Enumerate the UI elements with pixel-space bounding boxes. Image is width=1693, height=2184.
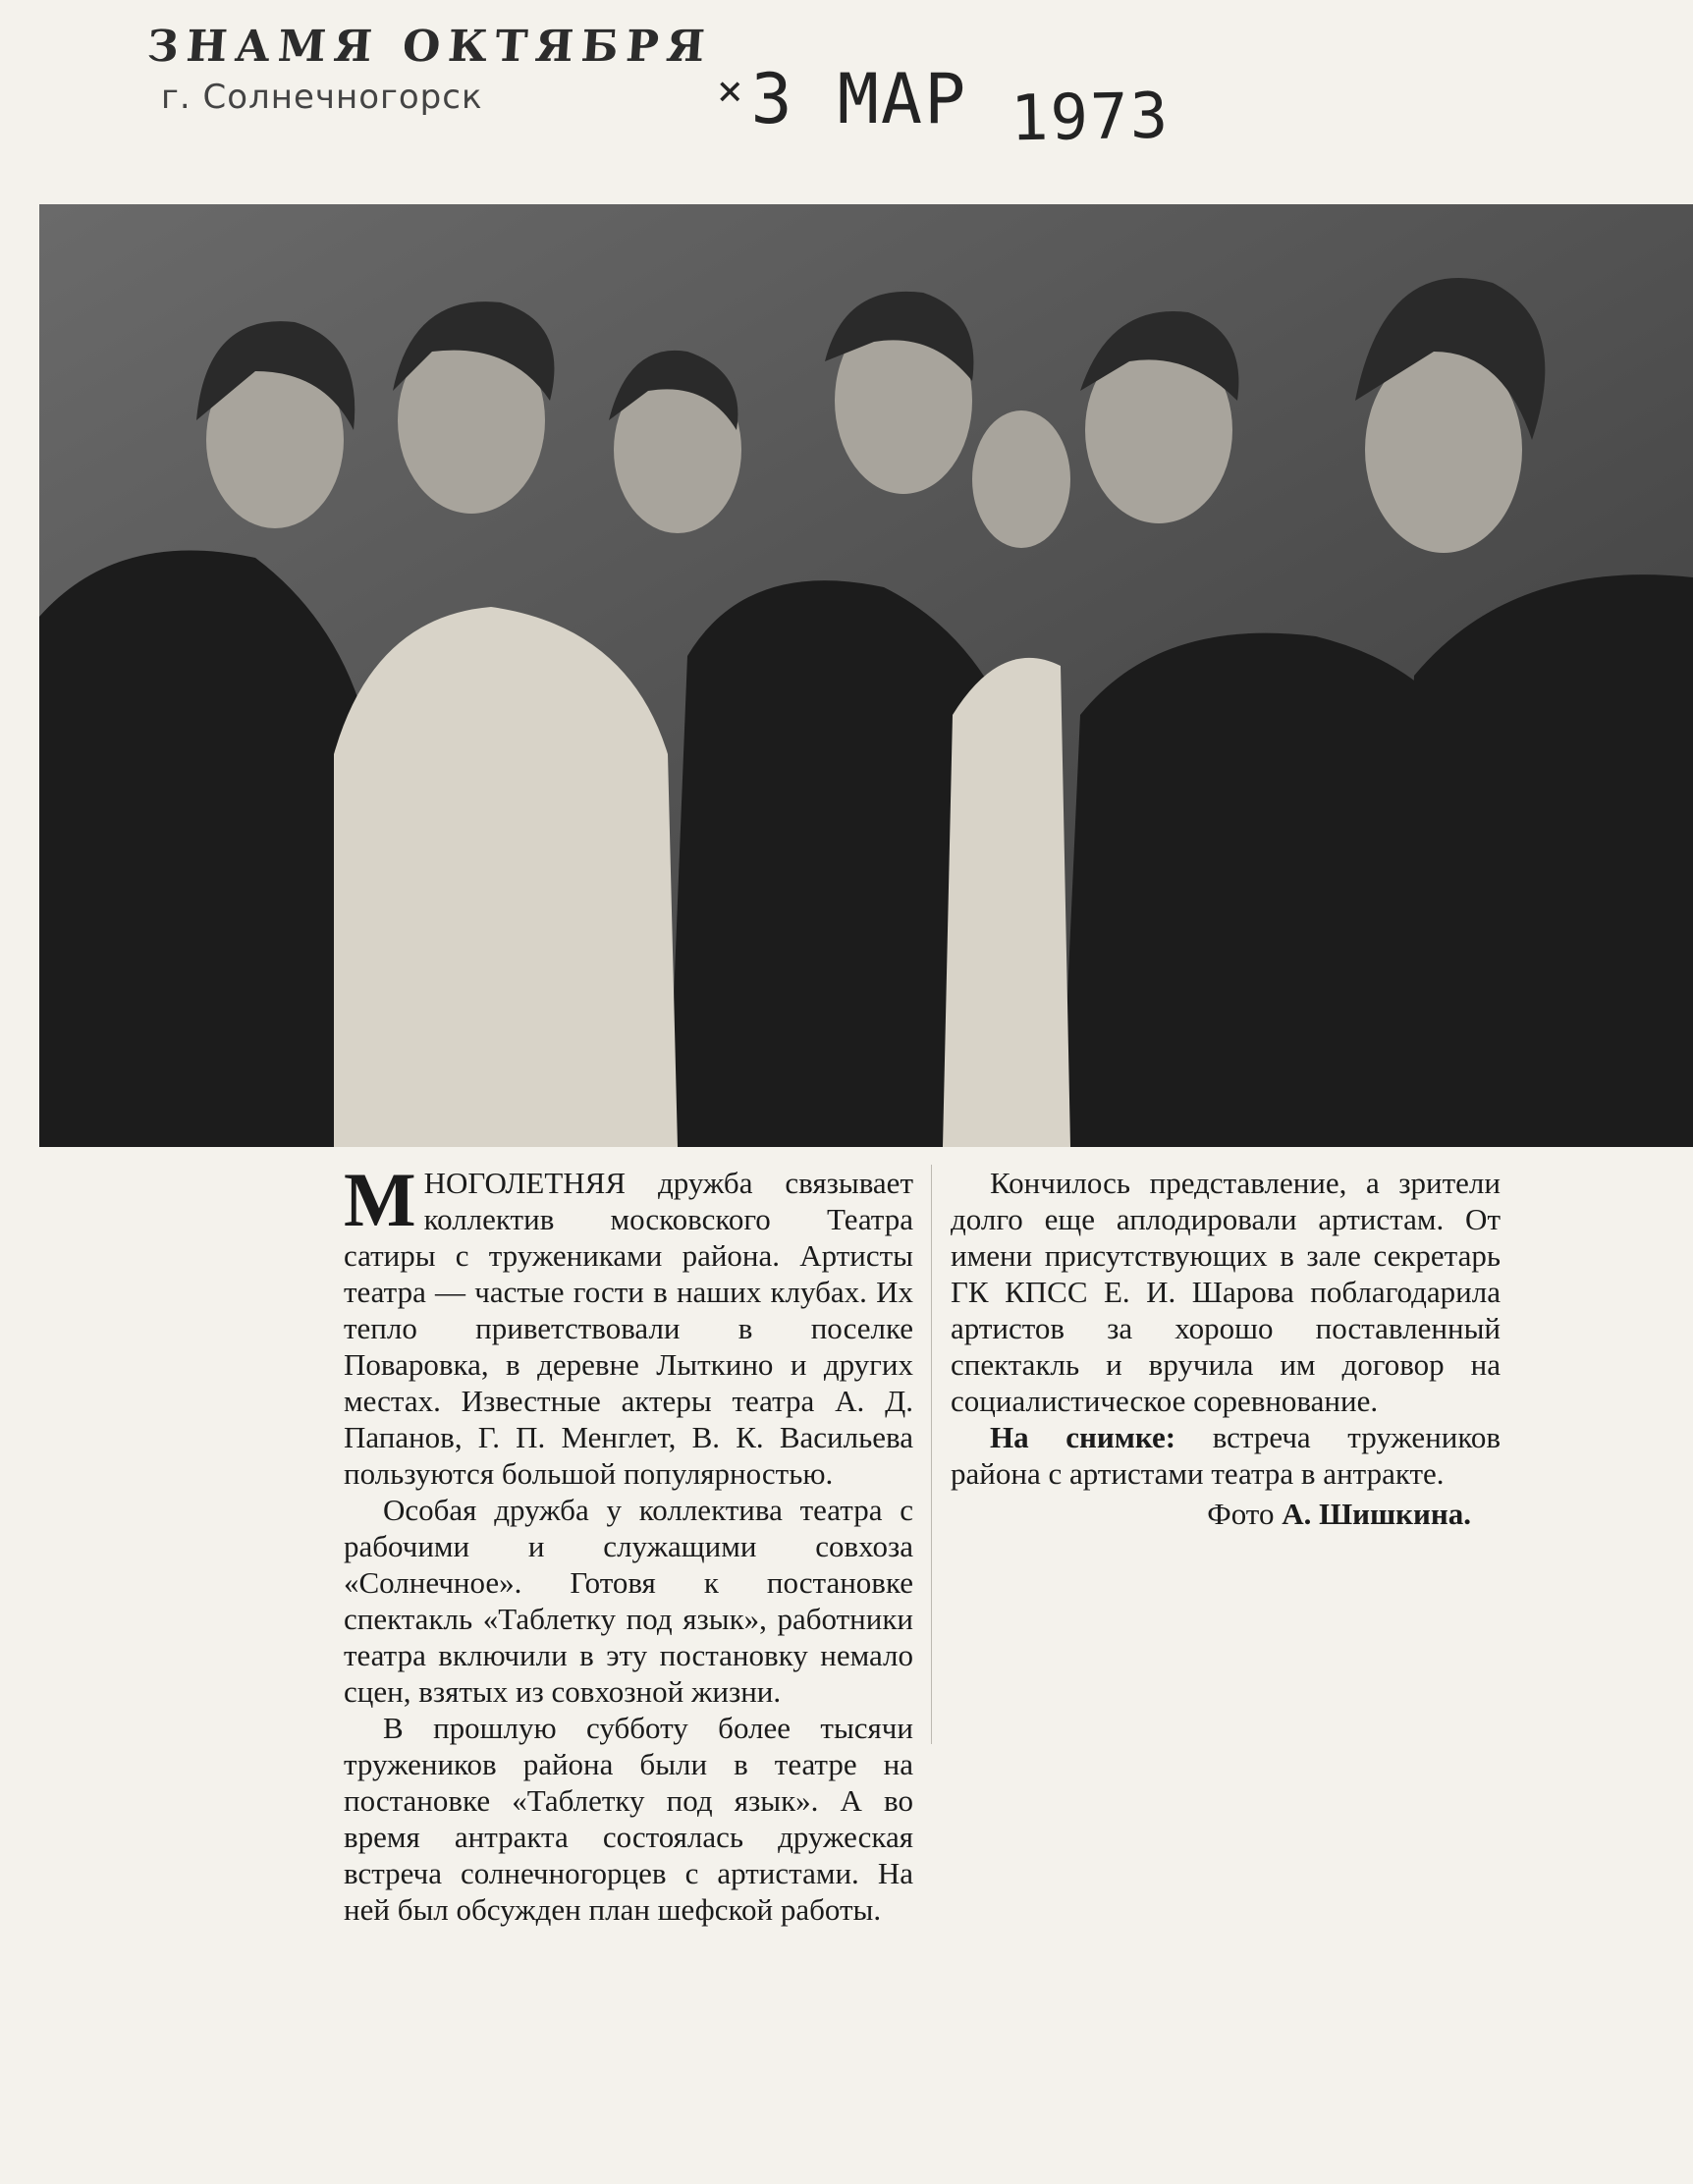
drop-cap: М [344, 1157, 416, 1242]
newspaper-stamp [145, 22, 715, 117]
newspaper-name: ЗНАМЯ ОКТЯБРЯ [145, 22, 715, 72]
credit-name: А. Шишкина. [1282, 1497, 1471, 1531]
date-stamp [717, 59, 1172, 156]
article-paragraph-4: Кончилось представление, а зрители долго еще аплодировали артистам. От имени присутствующих в зале секретарь ГК КПСС Е. И. Шарова поблагодарила артистов за хорошо поставленный спектакль и вручила им договор на социалистическое соревнование. [951, 1166, 1501, 1418]
column-divider [931, 1165, 932, 1744]
article-paragraph-1-text: НОГОЛЕТНЯЯ дружба связывает коллектив московского Театра сатиры с тружениками района. Артисты театра — частые гости в наших клубах. Их тепло приветствовали в поселке Поваровка, в деревне Лыткино и других местах. Известные актеры театра А. Д. Папанов, Г. П. Менглет, В. К. Васильева пользуются большой популярностью. [344, 1166, 913, 1491]
credit-prefix: Фото [1207, 1497, 1275, 1531]
photo-caption [951, 1419, 1501, 1492]
date-day-month: 3 МАР [750, 59, 968, 139]
article-paragraph-1 [344, 1157, 913, 1492]
caption-prefix: На снимке: [990, 1420, 1176, 1454]
caption-text: встреча тружеников района с артистами театра в антракте. [951, 1420, 1501, 1491]
date-year: 1973 [1010, 80, 1172, 156]
photo-credit [951, 1496, 1501, 1532]
date-mark: × [717, 66, 745, 116]
newspaper-city: г. Солнечногорск [161, 78, 483, 117]
article-left-column [344, 1157, 913, 1928]
article-paragraph-2: Особая дружба у коллектива театра с рабочими и служащими совхоза «Солнечное». Готовя к постановке спектакль «Таблетку под язык», работники театра включили в эту постановку немало сцен, взятых из совхозной жизни. [344, 1493, 913, 1709]
news-photo [39, 204, 1693, 1147]
article-right-column [951, 1165, 1501, 1532]
article-paragraph-3: В прошлую субботу более тысячи тружеников района были в театре на постановке «Таблетку под язык». А во время антракта состоялась дружеская встреча солнечногорцев с артистами. На ней был обсужден план шефской работы. [344, 1711, 913, 1927]
